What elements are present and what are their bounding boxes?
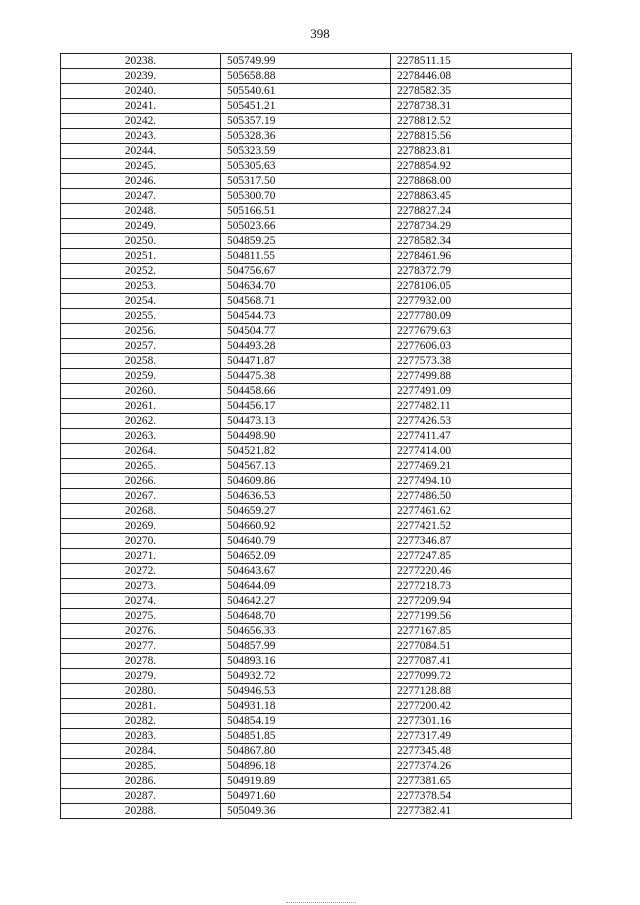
- point-id-cell: 20241.: [61, 99, 221, 114]
- point-id-cell: 20280.: [61, 684, 221, 699]
- table-row: [61, 369, 572, 384]
- point-id-cell: 20249.: [61, 219, 221, 234]
- y-coordinate-cell: 2278854.92: [391, 159, 572, 174]
- y-coordinate-cell: 2277220.46: [391, 564, 572, 579]
- x-coordinate-cell: 504498.90: [221, 429, 391, 444]
- x-coordinate-cell: 505357.19: [221, 114, 391, 129]
- table-row: [61, 324, 572, 339]
- x-coordinate-cell: 504919.89: [221, 774, 391, 789]
- x-coordinate-cell: 504456.17: [221, 399, 391, 414]
- page-number: 398: [310, 26, 330, 41]
- table-row: [61, 354, 572, 369]
- table-row: [61, 459, 572, 474]
- y-coordinate-cell: 2278863.45: [391, 189, 572, 204]
- x-coordinate-cell: 505166.51: [221, 204, 391, 219]
- y-coordinate-cell: 2277128.88: [391, 684, 572, 699]
- table-row: [61, 654, 572, 669]
- y-coordinate-cell: 2277932.00: [391, 294, 572, 309]
- x-coordinate-cell: 504493.28: [221, 339, 391, 354]
- y-coordinate-cell: 2277679.63: [391, 324, 572, 339]
- x-coordinate-cell: 505540.61: [221, 84, 391, 99]
- table-row: [61, 174, 572, 189]
- y-coordinate-cell: 2277381.65: [391, 774, 572, 789]
- table-row: [61, 684, 572, 699]
- table-row: [61, 474, 572, 489]
- y-coordinate-cell: 2277491.09: [391, 384, 572, 399]
- table-row: [61, 504, 572, 519]
- x-coordinate-cell: 504567.13: [221, 459, 391, 474]
- y-coordinate-cell: 2277346.87: [391, 534, 572, 549]
- point-id-cell: 20246.: [61, 174, 221, 189]
- point-id-cell: 20256.: [61, 324, 221, 339]
- y-coordinate-cell: 2277084.51: [391, 639, 572, 654]
- table-row: [61, 579, 572, 594]
- y-coordinate-cell: 2278461.96: [391, 249, 572, 264]
- table-row: [61, 309, 572, 324]
- y-coordinate-cell: 2278868.00: [391, 174, 572, 189]
- y-coordinate-cell: 2278812.52: [391, 114, 572, 129]
- table-row: [61, 714, 572, 729]
- x-coordinate-cell: 504609.86: [221, 474, 391, 489]
- table-row: [61, 519, 572, 534]
- x-coordinate-cell: 505023.66: [221, 219, 391, 234]
- x-coordinate-cell: 505300.70: [221, 189, 391, 204]
- x-coordinate-cell: 504811.55: [221, 249, 391, 264]
- point-id-cell: 20263.: [61, 429, 221, 444]
- x-coordinate-cell: 504458.66: [221, 384, 391, 399]
- point-id-cell: 20245.: [61, 159, 221, 174]
- point-id-cell: 20238.: [61, 54, 221, 69]
- point-id-cell: 20260.: [61, 384, 221, 399]
- point-id-cell: 20244.: [61, 144, 221, 159]
- x-coordinate-cell: 504648.70: [221, 609, 391, 624]
- table-row: [61, 189, 572, 204]
- y-coordinate-cell: 2277411.47: [391, 429, 572, 444]
- point-id-cell: 20254.: [61, 294, 221, 309]
- point-id-cell: 20255.: [61, 309, 221, 324]
- x-coordinate-cell: 504867.80: [221, 744, 391, 759]
- table-row: [61, 414, 572, 429]
- point-id-cell: 20276.: [61, 624, 221, 639]
- table-row: [61, 489, 572, 504]
- x-coordinate-cell: 504851.85: [221, 729, 391, 744]
- y-coordinate-cell: 2277167.85: [391, 624, 572, 639]
- y-coordinate-cell: 2277345.48: [391, 744, 572, 759]
- y-coordinate-cell: 2277200.42: [391, 699, 572, 714]
- y-coordinate-cell: 2277461.62: [391, 504, 572, 519]
- point-id-cell: 20257.: [61, 339, 221, 354]
- y-coordinate-cell: 2277087.41: [391, 654, 572, 669]
- x-coordinate-cell: 504640.79: [221, 534, 391, 549]
- x-coordinate-cell: 504634.70: [221, 279, 391, 294]
- table-row: [61, 84, 572, 99]
- table-row: [61, 534, 572, 549]
- point-id-cell: 20272.: [61, 564, 221, 579]
- table-row: [61, 624, 572, 639]
- table-row: [61, 129, 572, 144]
- y-coordinate-cell: 2277426.53: [391, 414, 572, 429]
- x-coordinate-cell: 504471.87: [221, 354, 391, 369]
- point-id-cell: 20248.: [61, 204, 221, 219]
- y-coordinate-cell: 2277499.88: [391, 369, 572, 384]
- table-row: [61, 669, 572, 684]
- table-row: [61, 789, 572, 804]
- table-row: [61, 729, 572, 744]
- x-coordinate-cell: 504652.09: [221, 549, 391, 564]
- point-id-cell: 20258.: [61, 354, 221, 369]
- table-row: [61, 549, 572, 564]
- table-row: [61, 429, 572, 444]
- point-id-cell: 20252.: [61, 264, 221, 279]
- y-coordinate-cell: 2277099.72: [391, 669, 572, 684]
- y-coordinate-cell: 2277301.16: [391, 714, 572, 729]
- y-coordinate-cell: 2277573.38: [391, 354, 572, 369]
- table-row: [61, 564, 572, 579]
- table-row: [61, 99, 572, 114]
- point-id-cell: 20281.: [61, 699, 221, 714]
- y-coordinate-cell: 2278582.35: [391, 84, 572, 99]
- point-id-cell: 20288.: [61, 804, 221, 819]
- x-coordinate-cell: 504504.77: [221, 324, 391, 339]
- x-coordinate-cell: 504893.16: [221, 654, 391, 669]
- x-coordinate-cell: 504859.25: [221, 234, 391, 249]
- x-coordinate-cell: 504544.73: [221, 309, 391, 324]
- table-row: [61, 339, 572, 354]
- point-id-cell: 20247.: [61, 189, 221, 204]
- y-coordinate-cell: 2278372.79: [391, 264, 572, 279]
- point-id-cell: 20270.: [61, 534, 221, 549]
- point-id-cell: 20264.: [61, 444, 221, 459]
- point-id-cell: 20262.: [61, 414, 221, 429]
- point-id-cell: 20275.: [61, 609, 221, 624]
- y-coordinate-cell: 2277374.26: [391, 759, 572, 774]
- point-id-cell: 20277.: [61, 639, 221, 654]
- table-body: [61, 54, 572, 819]
- y-coordinate-cell: 2277199.56: [391, 609, 572, 624]
- x-coordinate-cell: 505658.88: [221, 69, 391, 84]
- table-row: [61, 54, 572, 69]
- table-row: [61, 639, 572, 654]
- point-id-cell: 20283.: [61, 729, 221, 744]
- y-coordinate-cell: 2277421.52: [391, 519, 572, 534]
- y-coordinate-cell: 2278734.29: [391, 219, 572, 234]
- table-row: [61, 804, 572, 819]
- y-coordinate-cell: 2277469.21: [391, 459, 572, 474]
- x-coordinate-cell: 504659.27: [221, 504, 391, 519]
- point-id-cell: 20287.: [61, 789, 221, 804]
- y-coordinate-cell: 2277482.11: [391, 399, 572, 414]
- y-coordinate-cell: 2277494.10: [391, 474, 572, 489]
- table-row: [61, 144, 572, 159]
- y-coordinate-cell: 2277606.03: [391, 339, 572, 354]
- point-id-cell: 20271.: [61, 549, 221, 564]
- y-coordinate-cell: 2277209.94: [391, 594, 572, 609]
- y-coordinate-cell: 2277414.00: [391, 444, 572, 459]
- y-coordinate-cell: 2278815.56: [391, 129, 572, 144]
- y-coordinate-cell: 2277382.41: [391, 804, 572, 819]
- table-row: [61, 159, 572, 174]
- point-id-cell: 20274.: [61, 594, 221, 609]
- x-coordinate-cell: 504896.18: [221, 759, 391, 774]
- y-coordinate-cell: 2278827.24: [391, 204, 572, 219]
- y-coordinate-cell: 2277780.09: [391, 309, 572, 324]
- x-coordinate-cell: 504643.67: [221, 564, 391, 579]
- table-row: [61, 219, 572, 234]
- table-row: [61, 279, 572, 294]
- table-row: [61, 114, 572, 129]
- point-id-cell: 20239.: [61, 69, 221, 84]
- point-id-cell: 20266.: [61, 474, 221, 489]
- y-coordinate-cell: 2278511.15: [391, 54, 572, 69]
- x-coordinate-cell: 505328.36: [221, 129, 391, 144]
- y-coordinate-cell: 2277218.73: [391, 579, 572, 594]
- y-coordinate-cell: 2278106.05: [391, 279, 572, 294]
- table-row: [61, 249, 572, 264]
- point-id-cell: 20243.: [61, 129, 221, 144]
- table-row: [61, 609, 572, 624]
- table-row: [61, 384, 572, 399]
- point-id-cell: 20286.: [61, 774, 221, 789]
- x-coordinate-cell: 505317.50: [221, 174, 391, 189]
- point-id-cell: 20259.: [61, 369, 221, 384]
- x-coordinate-cell: 504971.60: [221, 789, 391, 804]
- point-id-cell: 20250.: [61, 234, 221, 249]
- y-coordinate-cell: 2278823.81: [391, 144, 572, 159]
- x-coordinate-cell: 504636.53: [221, 489, 391, 504]
- table-row: [61, 759, 572, 774]
- coordinate-table: [60, 53, 572, 819]
- point-id-cell: 20253.: [61, 279, 221, 294]
- x-coordinate-cell: 504932.72: [221, 669, 391, 684]
- table-row: [61, 594, 572, 609]
- point-id-cell: 20251.: [61, 249, 221, 264]
- point-id-cell: 20268.: [61, 504, 221, 519]
- x-coordinate-cell: 504521.82: [221, 444, 391, 459]
- table-row: [61, 444, 572, 459]
- point-id-cell: 20278.: [61, 654, 221, 669]
- y-coordinate-cell: 2277486.50: [391, 489, 572, 504]
- point-id-cell: 20267.: [61, 489, 221, 504]
- table-row: [61, 744, 572, 759]
- table-row: [61, 204, 572, 219]
- x-coordinate-cell: 505749.99: [221, 54, 391, 69]
- point-id-cell: 20285.: [61, 759, 221, 774]
- y-coordinate-cell: 2277378.54: [391, 789, 572, 804]
- table-row: [61, 774, 572, 789]
- table-row: [61, 234, 572, 249]
- x-coordinate-cell: 504931.18: [221, 699, 391, 714]
- y-coordinate-cell: 2277247.85: [391, 549, 572, 564]
- table-row: [61, 294, 572, 309]
- x-coordinate-cell: 504946.53: [221, 684, 391, 699]
- point-id-cell: 20282.: [61, 714, 221, 729]
- x-coordinate-cell: 504854.19: [221, 714, 391, 729]
- y-coordinate-cell: 2278582.34: [391, 234, 572, 249]
- x-coordinate-cell: 504568.71: [221, 294, 391, 309]
- x-coordinate-cell: 505305.63: [221, 159, 391, 174]
- point-id-cell: 20265.: [61, 459, 221, 474]
- x-coordinate-cell: 505049.36: [221, 804, 391, 819]
- y-coordinate-cell: 2278738.31: [391, 99, 572, 114]
- x-coordinate-cell: 504857.99: [221, 639, 391, 654]
- x-coordinate-cell: 504642.27: [221, 594, 391, 609]
- table-row: [61, 264, 572, 279]
- table-row: [61, 699, 572, 714]
- x-coordinate-cell: 505323.59: [221, 144, 391, 159]
- x-coordinate-cell: 505451.21: [221, 99, 391, 114]
- y-coordinate-cell: 2278446.08: [391, 69, 572, 84]
- y-coordinate-cell: 2277317.49: [391, 729, 572, 744]
- point-id-cell: 20284.: [61, 744, 221, 759]
- table-row: [61, 69, 572, 84]
- x-coordinate-cell: 504756.67: [221, 264, 391, 279]
- x-coordinate-cell: 504656.33: [221, 624, 391, 639]
- x-coordinate-cell: 504660.92: [221, 519, 391, 534]
- point-id-cell: 20240.: [61, 84, 221, 99]
- x-coordinate-cell: 504475.38: [221, 369, 391, 384]
- point-id-cell: 20261.: [61, 399, 221, 414]
- x-coordinate-cell: 504644.09: [221, 579, 391, 594]
- x-coordinate-cell: 504473.13: [221, 414, 391, 429]
- point-id-cell: 20242.: [61, 114, 221, 129]
- table-row: [61, 399, 572, 414]
- point-id-cell: 20273.: [61, 579, 221, 594]
- point-id-cell: 20269.: [61, 519, 221, 534]
- point-id-cell: 20279.: [61, 669, 221, 684]
